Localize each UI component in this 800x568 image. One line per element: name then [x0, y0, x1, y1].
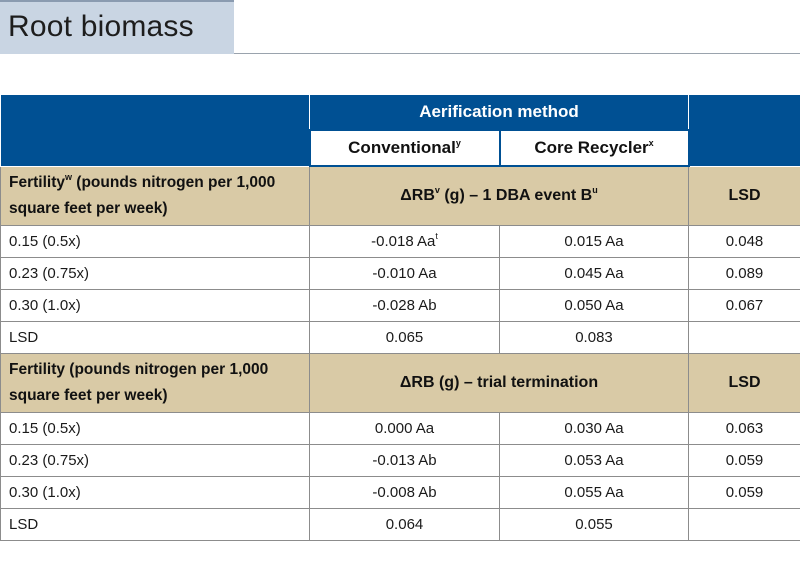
row-label: LSD — [1, 509, 310, 541]
conventional-value: -0.028 Ab — [310, 290, 500, 322]
conventional-value: 0.064 — [310, 509, 500, 541]
core-recycler-value: 0.053 Aa — [500, 445, 689, 477]
page-title: Root biomass — [8, 10, 194, 43]
conventional-value: 0.000 Aa — [310, 413, 500, 445]
core-recycler-value: 0.015 Aa — [500, 226, 689, 258]
table-row — [1, 258, 800, 290]
core-recycler-sup: x — [648, 138, 654, 148]
core-recycler-label: Core Recycler — [534, 138, 649, 157]
row-label: 0.23 (0.75x) — [1, 258, 310, 290]
section1-header-row — [1, 166, 800, 226]
core-recycler-header — [500, 130, 689, 166]
conventional-value: 0.065 — [310, 322, 500, 354]
header-row-group — [1, 95, 800, 131]
title-banner — [0, 0, 234, 54]
lsd-value: 0.059 — [689, 477, 800, 509]
core-recycler-value: 0.050 Aa — [500, 290, 689, 322]
lsd-value — [689, 322, 800, 354]
core-recycler-value: 0.055 Aa — [500, 477, 689, 509]
conventional-label: Conventional — [348, 138, 456, 157]
conventional-value: -0.010 Aa — [310, 258, 500, 290]
lsd-value — [689, 509, 800, 541]
section1-fertility-rest: (pounds nitrogen per 1,000 square feet per week) — [9, 173, 276, 217]
lsd-value: 0.048 — [689, 226, 800, 258]
table-row — [1, 290, 800, 322]
section1-lsd-header: LSD — [689, 166, 800, 226]
header-blank-cell — [1, 95, 310, 167]
title-top-rule — [0, 0, 234, 2]
header-blank-right — [689, 95, 800, 167]
table-row — [1, 445, 800, 477]
row-label: LSD — [1, 322, 310, 354]
core-recycler-value: 0.030 Aa — [500, 413, 689, 445]
table-row — [1, 477, 800, 509]
section1-fertility-sup: w — [64, 171, 72, 182]
aerification-method-header: Aerification method — [310, 95, 689, 131]
core-recycler-value: 0.045 Aa — [500, 258, 689, 290]
table-row — [1, 226, 800, 258]
conventional-value — [310, 226, 500, 258]
conventional-value: -0.008 Ab — [310, 477, 500, 509]
row-label: 0.15 (0.5x) — [1, 226, 310, 258]
section1-measure-post: (g) – 1 DBA event B — [439, 187, 593, 204]
lsd-value: 0.063 — [689, 413, 800, 445]
lsd-value: 0.089 — [689, 258, 800, 290]
conventional-value: -0.013 Ab — [310, 445, 500, 477]
lsd-value: 0.059 — [689, 445, 800, 477]
section1-fertility-word: Fertility — [9, 173, 65, 191]
table-row-lsd — [1, 509, 800, 541]
table-row — [1, 413, 800, 445]
section1-measure-pre: ΔRB — [400, 187, 435, 204]
section1-measure-sup2: u — [592, 185, 598, 195]
row-label: 0.23 (0.75x) — [1, 445, 310, 477]
core-recycler-value: 0.055 — [500, 509, 689, 541]
conventional-value-text: -0.018 Aa — [371, 233, 436, 250]
core-recycler-value: 0.083 — [500, 322, 689, 354]
section2-lsd-header: LSD — [689, 354, 800, 413]
section1-measure-sup: v — [434, 185, 440, 195]
conventional-header — [310, 130, 500, 166]
row-label: 0.15 (0.5x) — [1, 413, 310, 445]
section2-fertility-label: Fertility (pounds nitrogen per 1,000 square feet per week) — [1, 354, 310, 413]
section1-fertility-label — [1, 166, 310, 226]
section1-measure-label — [310, 166, 689, 226]
section2-header-row — [1, 354, 800, 413]
row-label: 0.30 (1.0x) — [1, 477, 310, 509]
lsd-value: 0.067 — [689, 290, 800, 322]
conventional-sup: y — [455, 138, 461, 148]
section2-measure-label: ΔRB (g) – trial termination — [310, 354, 689, 413]
title-underline — [234, 53, 800, 54]
root-biomass-table — [0, 94, 800, 541]
conventional-value-sup: t — [435, 231, 438, 241]
table-row-lsd — [1, 322, 800, 354]
row-label: 0.30 (1.0x) — [1, 290, 310, 322]
